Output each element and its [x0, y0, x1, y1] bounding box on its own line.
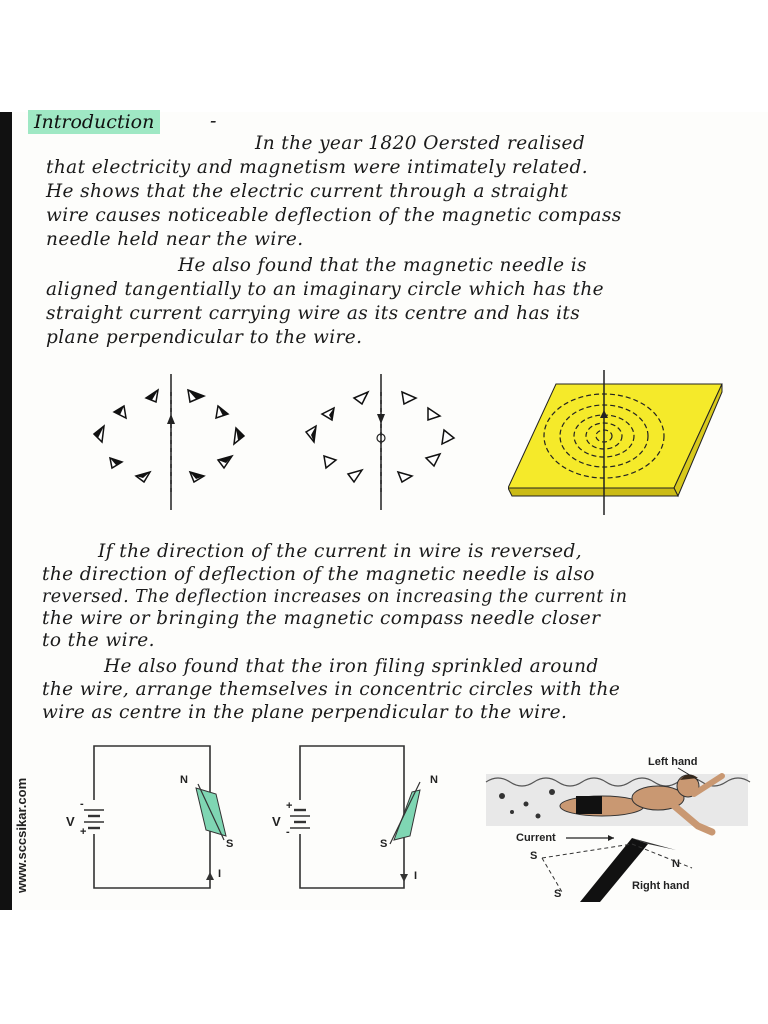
south-label-bottom: S [554, 888, 562, 900]
plus-label: + [80, 826, 87, 838]
compass-ring-figure-up [86, 372, 256, 512]
current-label: I [414, 870, 418, 882]
text-line: wire as centre in the plane perpendicular to the wire. [42, 702, 568, 723]
minus-label: - [286, 826, 290, 838]
text-line: the direction of deflection of the magnetic needle is also [42, 564, 595, 585]
circuit-figure-left [64, 742, 254, 892]
text-line: He also found that the iron filing sprinkled around [104, 656, 599, 677]
heading-dash: - [210, 110, 217, 132]
compass-ring-figure-down [296, 372, 466, 512]
north-label: N [672, 858, 680, 870]
circuit-figure-right [270, 742, 460, 892]
minus-label: - [80, 798, 84, 810]
south-label: S [380, 838, 388, 850]
text-line: reversed. The deflection increases on increasing the current in [42, 587, 628, 607]
page-binding-edge [0, 112, 12, 910]
south-label: S [226, 838, 234, 850]
swimmer-rule-figure [482, 752, 752, 902]
text-line: He shows that the electric current through a straight [46, 181, 569, 202]
text-line: wire causes noticeable deflection of the magnetic compass [46, 205, 622, 226]
text-line: aligned tangentially to an imaginary circle which has the [46, 279, 605, 300]
section-heading: Introduction [28, 110, 160, 134]
text-line: straight current carrying wire as its centre and has its [46, 303, 581, 324]
text-line: the wire, arrange themselves in concentric circles with the [42, 679, 621, 700]
north-label: N [430, 774, 438, 786]
text-line: If the direction of the current in wire is reversed, [98, 541, 583, 562]
iron-filings-plate-figure [508, 370, 728, 520]
north-label: N [180, 774, 188, 786]
plus-label: + [286, 800, 293, 812]
text-line: He also found that the magnetic needle is [178, 255, 587, 276]
south-label-top: S [530, 850, 538, 862]
voltage-label: V [66, 814, 75, 829]
text-line: In the year 1820 Oersted realised [255, 133, 586, 154]
website-watermark: www.sccsikar.com [14, 777, 29, 893]
text-line: to the wire. [42, 630, 155, 651]
text-line: the wire or bringing the magnetic compass needle closer [42, 608, 601, 629]
left-hand-label: Left hand [648, 756, 698, 768]
current-label: I [218, 868, 222, 880]
voltage-label: V [272, 814, 281, 829]
current-label: Current [516, 832, 556, 844]
text-line: plane perpendicular to the wire. [46, 327, 363, 348]
text-line: that electricity and magnetism were intimately related. [46, 157, 589, 178]
text-line: needle held near the wire. [46, 229, 304, 250]
right-hand-label: Right hand [632, 880, 690, 892]
